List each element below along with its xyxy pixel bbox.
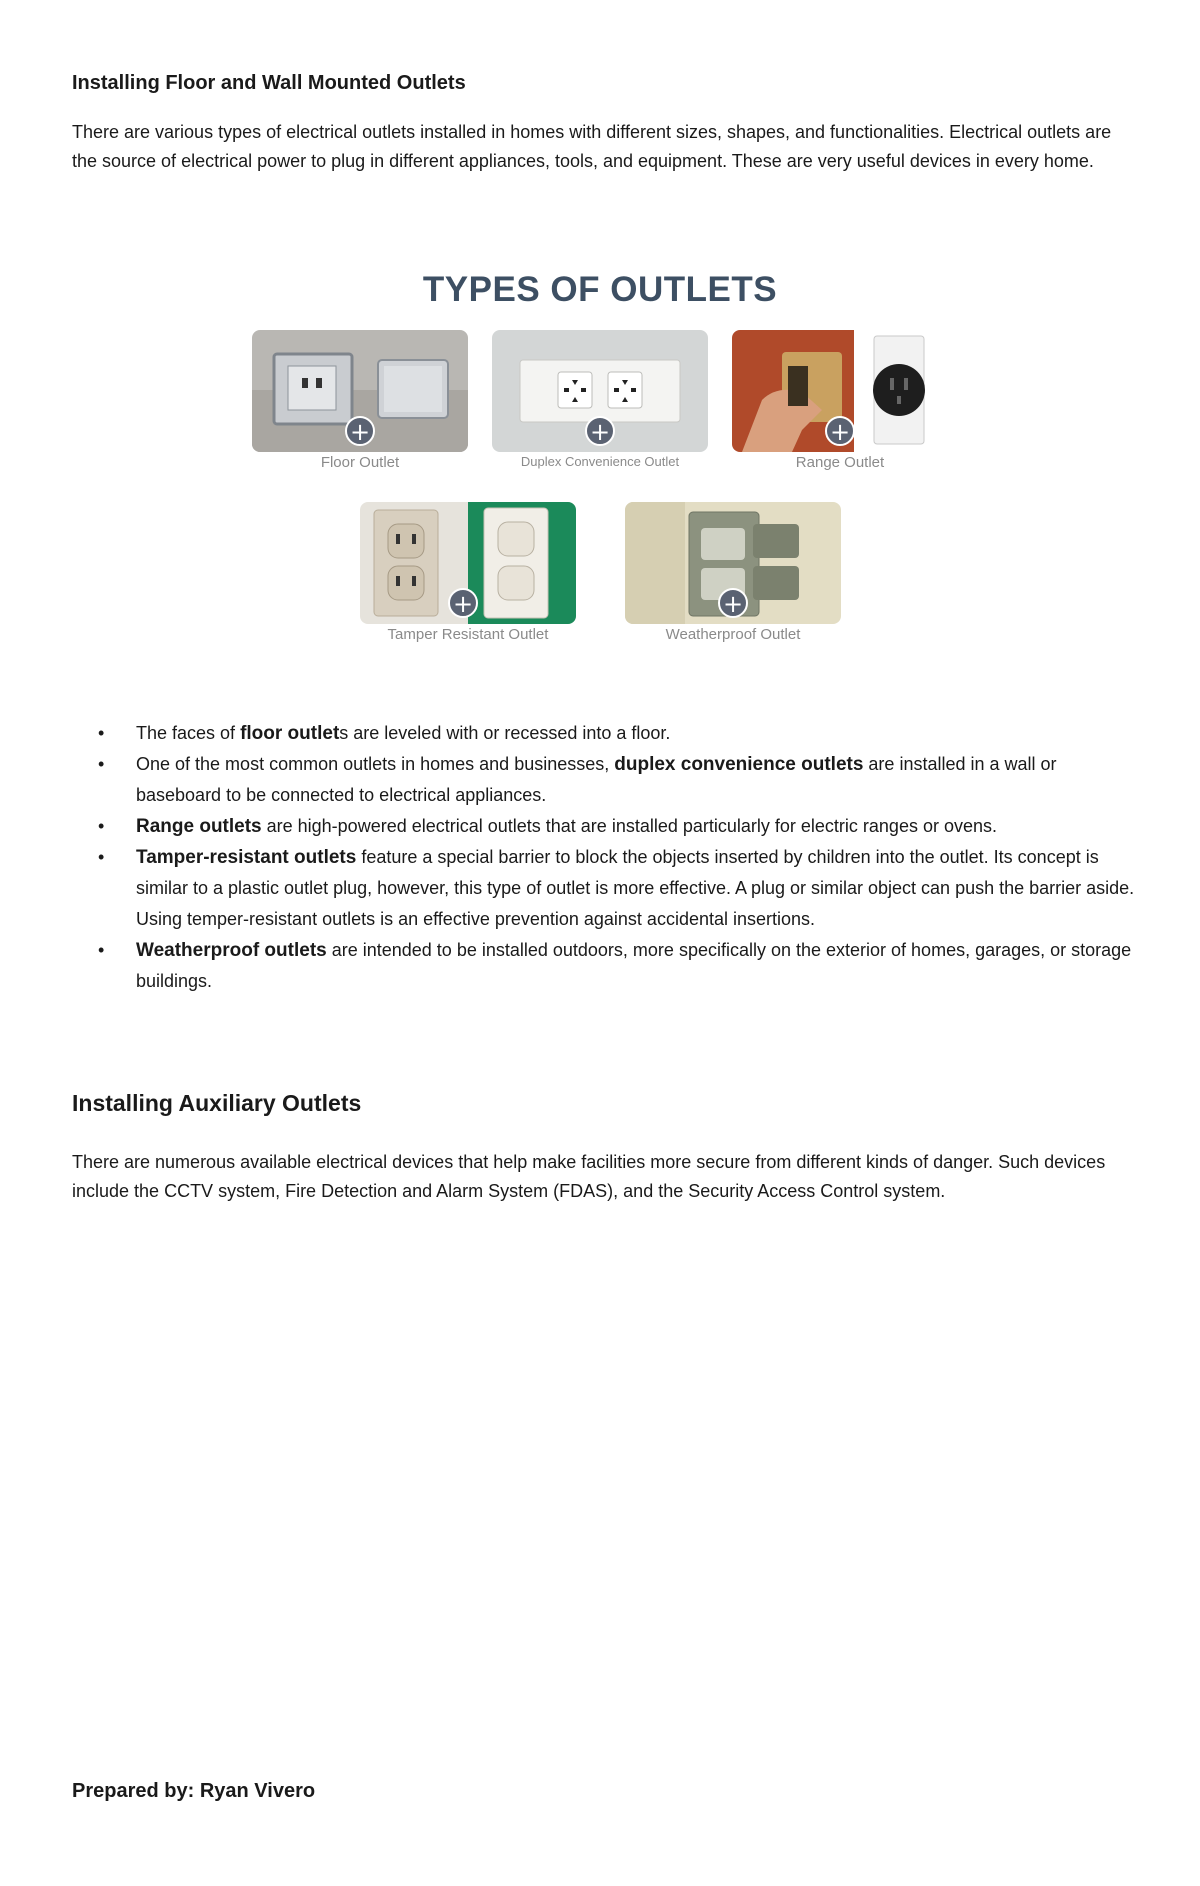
weatherproof-outlet-tile (625, 502, 841, 643)
expand-plus-icon[interactable]: + (345, 416, 375, 446)
caption-duplex-outlet: Duplex Convenience Outlet (520, 454, 680, 469)
expand-plus-icon[interactable]: + (585, 416, 615, 446)
list-item: • Weatherproof outlets are intended to be installed outdoors, more specifically on the exterior of homes, garages, or storage buildings. (72, 935, 1142, 997)
types-of-outlets-figure (240, 262, 960, 662)
tamper-resistant-outlet-image (360, 502, 576, 624)
duplex-outlet-tile (492, 330, 708, 469)
expand-plus-icon[interactable]: + (448, 588, 478, 618)
expand-plus-icon[interactable]: + (718, 588, 748, 618)
floor-outlet-tile (252, 330, 468, 471)
caption-range-outlet: Range Outlet (795, 454, 885, 471)
caption-floor-outlet: Floor Outlet (320, 454, 400, 471)
duplex-outlet-image (492, 330, 708, 452)
list-item: • The faces of floor outlets are leveled with or recessed into a floor. (72, 718, 1142, 749)
list-item: • Tamper-resistant outlets feature a special barrier to block the objects inserted by children into the outlet. Its concept is similar to a plastic outlet plug, however, this type of outlet is more effective. A plug or similar object can push the barrier aside. Using temper-resistant outlets is an effective prevention against accidental insertions. (72, 842, 1142, 935)
section-heading-outlets: Installing Floor and Wall Mounted Outlets (72, 72, 466, 94)
figure-title: TYPES OF OUTLETS (422, 270, 778, 309)
expand-plus-icon[interactable]: + (825, 416, 855, 446)
caption-weatherproof-outlet: Weatherproof Outlet (665, 626, 801, 643)
section-heading-auxiliary: Installing Auxiliary Outlets (72, 1090, 362, 1116)
tamper-resistant-outlet-tile (360, 502, 576, 643)
list-item: • One of the most common outlets in homes and businesses, duplex convenience outlets are installed in a wall or baseboard to be connected to electrical appliances. (72, 749, 1142, 811)
weatherproof-outlet-image (625, 502, 841, 624)
range-outlet-tile (732, 330, 948, 471)
outlet-types-list (72, 718, 1142, 997)
prepared-by: Prepared by: Ryan Vivero (72, 1780, 316, 1802)
range-outlet-image (732, 330, 948, 452)
list-item: • Range outlets are high-powered electrical outlets that are installed particularly for electric ranges or ovens. (72, 811, 1142, 842)
caption-tamper-resistant-outlet: Tamper Resistant Outlet (387, 626, 549, 643)
intro-paragraph: There are various types of electrical outlets installed in homes with different sizes, shapes, and functionalities. Electrical outlets are the source of electrical power to plug in different appliances, tools, and equipment. These are very useful devices in every home. (72, 122, 1112, 171)
auxiliary-paragraph: There are numerous available electrical devices that help make facilities more secure from different kinds of danger. Such devices include the CCTV system, Fire Detection and Alarm System (FDAS), and the Security Access Control system. (72, 1152, 1106, 1201)
floor-outlet-image (252, 330, 468, 452)
